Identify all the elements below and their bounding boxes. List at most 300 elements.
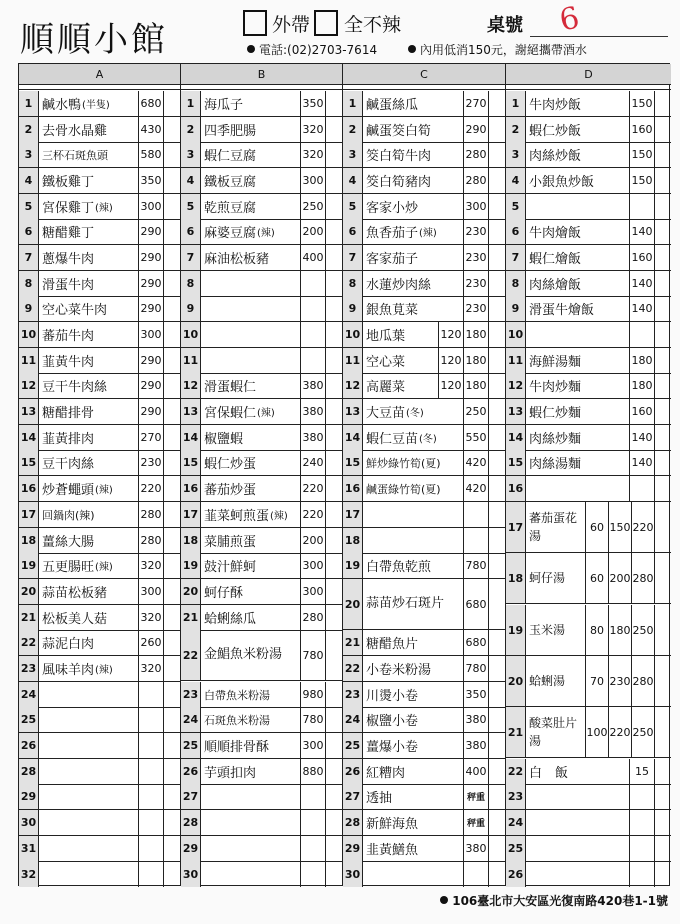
quantity-cell[interactable]	[326, 528, 342, 553]
quantity-cell[interactable]	[164, 450, 180, 475]
item-number: 24	[343, 707, 363, 732]
menu-item-row[interactable]	[19, 630, 180, 656]
quantity-cell[interactable]	[655, 194, 671, 219]
quantity-cell[interactable]	[164, 733, 180, 758]
quantity-cell[interactable]	[655, 784, 671, 809]
menu-item-row[interactable]	[343, 296, 505, 322]
menu-item-row[interactable]	[181, 322, 342, 348]
item-name-cell	[363, 168, 464, 193]
quantity-cell[interactable]	[655, 271, 671, 296]
menu-item-row[interactable]	[19, 656, 180, 682]
menu-item-row[interactable]	[19, 219, 180, 245]
quantity-cell[interactable]	[489, 656, 505, 681]
quantity-cell[interactable]	[326, 245, 342, 270]
menu-item-row[interactable]	[19, 425, 180, 451]
menu-item-row[interactable]	[19, 117, 180, 143]
quantity-cell[interactable]	[164, 245, 180, 270]
quantity-cell[interactable]	[326, 271, 342, 296]
menu-item-row[interactable]	[506, 142, 671, 168]
item-price: 160	[630, 245, 655, 270]
menu-item-row[interactable]	[506, 707, 671, 758]
quantity-cell[interactable]	[164, 142, 180, 167]
item-name: 四季肥腸	[204, 124, 257, 139]
menu-item-row[interactable]	[19, 373, 180, 399]
menu-item-row[interactable]	[181, 450, 342, 476]
quantity-cell[interactable]	[655, 168, 671, 193]
menu-item-row[interactable]	[181, 682, 342, 708]
quantity-cell[interactable]	[326, 425, 342, 450]
menu-item-row[interactable]	[181, 142, 342, 168]
menu-item-row[interactable]	[343, 759, 505, 785]
menu-item-row[interactable]	[506, 373, 671, 399]
item-price	[139, 784, 164, 809]
menu-item-row[interactable]	[181, 194, 342, 220]
quantity-cell[interactable]	[655, 399, 671, 424]
menu-item-row[interactable]	[343, 810, 505, 836]
quantity-cell[interactable]	[655, 836, 671, 861]
quantity-cell[interactable]	[326, 194, 342, 219]
menu-item-row[interactable]	[19, 348, 180, 374]
menu-item-row[interactable]	[19, 168, 180, 194]
quantity-cell[interactable]	[164, 579, 180, 604]
quantity-cell[interactable]	[489, 579, 505, 629]
quantity-cell[interactable]	[164, 836, 180, 861]
item-name: 五更腸旺	[42, 560, 95, 575]
quantity-cell[interactable]	[164, 322, 180, 347]
menu-item-row[interactable]	[506, 476, 671, 502]
item-name-cell	[201, 450, 301, 475]
quantity-cell[interactable]	[164, 630, 180, 655]
quantity-cell[interactable]	[326, 605, 342, 630]
quantity-cell[interactable]	[489, 91, 505, 116]
menu-item-row[interactable]	[19, 322, 180, 348]
item-name: 海瓜子	[204, 98, 244, 113]
quantity-cell[interactable]	[489, 836, 505, 861]
quantity-cell[interactable]	[326, 142, 342, 167]
menu-item-row[interactable]	[19, 707, 180, 733]
item-number: 14	[19, 425, 39, 450]
quantity-cell[interactable]	[326, 836, 342, 861]
menu-item-row[interactable]	[19, 682, 180, 708]
quantity-cell[interactable]	[326, 91, 342, 116]
quantity-cell[interactable]	[164, 502, 180, 527]
quantity-cell[interactable]	[655, 117, 671, 142]
item-number: 9	[343, 296, 363, 321]
item-number: 26	[181, 759, 201, 784]
menu-item-row[interactable]	[506, 861, 671, 887]
item-name-cell	[201, 707, 301, 732]
quantity-cell[interactable]	[489, 553, 505, 578]
menu-item-row[interactable]	[343, 682, 505, 708]
quantity-cell[interactable]	[489, 168, 505, 193]
quantity-cell[interactable]	[164, 553, 180, 578]
quantity-cell[interactable]	[489, 502, 505, 527]
item-name: 椒鹽蝦	[204, 432, 244, 447]
menu-item-row[interactable]	[506, 553, 671, 604]
item-number: 1	[19, 91, 39, 116]
item-price	[139, 707, 164, 732]
item-price: 秤重	[464, 810, 489, 835]
quantity-cell[interactable]	[489, 810, 505, 835]
quantity-cell[interactable]	[489, 784, 505, 809]
menu-item-row[interactable]	[343, 194, 505, 220]
quantity-cell[interactable]	[489, 399, 505, 424]
menu-item-row[interactable]	[181, 733, 342, 759]
quantity-cell[interactable]	[489, 117, 505, 142]
quantity-cell[interactable]	[326, 450, 342, 475]
menu-item-row[interactable]	[181, 91, 342, 117]
menu-item-row[interactable]	[343, 425, 505, 451]
menu-item-row[interactable]	[181, 861, 342, 887]
menu-item-row[interactable]	[343, 348, 505, 374]
item-price: 290	[139, 399, 164, 424]
menu-item-row[interactable]	[181, 836, 342, 862]
header-divider	[343, 85, 505, 90]
menu-item-row[interactable]	[506, 605, 671, 656]
quantity-cell[interactable]	[164, 271, 180, 296]
quantity-cell[interactable]	[655, 502, 671, 552]
menu-item-row[interactable]	[343, 399, 505, 425]
quantity-cell[interactable]	[326, 219, 342, 244]
quantity-cell[interactable]	[489, 348, 505, 373]
menu-item-row[interactable]	[181, 528, 342, 554]
quantity-cell[interactable]	[164, 810, 180, 835]
quantity-cell[interactable]	[655, 759, 671, 784]
menu-item-row[interactable]	[506, 810, 671, 836]
menu-item-row[interactable]	[506, 348, 671, 374]
quantity-cell[interactable]	[655, 861, 671, 887]
quantity-cell[interactable]	[326, 117, 342, 142]
quantity-cell[interactable]	[164, 784, 180, 809]
quantity-cell[interactable]	[164, 399, 180, 424]
item-number: 11	[506, 348, 526, 373]
item-price: 680	[464, 579, 489, 629]
menu-item-row[interactable]	[19, 553, 180, 579]
item-name: 蛤蜊湯	[529, 674, 566, 688]
quantity-cell[interactable]	[326, 682, 342, 707]
menu-item-row[interactable]	[343, 861, 505, 887]
menu-item-row[interactable]	[181, 348, 342, 374]
item-price: 300	[139, 194, 164, 219]
quantity-cell[interactable]	[326, 784, 342, 809]
quantity-cell[interactable]	[326, 579, 342, 604]
menu-item-row[interactable]	[181, 553, 342, 579]
menu-item-row[interactable]	[343, 707, 505, 733]
quantity-cell[interactable]	[326, 322, 342, 347]
item-name-cell	[526, 759, 630, 784]
quantity-cell[interactable]	[164, 194, 180, 219]
menu-item-row[interactable]	[181, 784, 342, 810]
menu-item-row[interactable]	[506, 784, 671, 810]
menu-item-row[interactable]	[181, 168, 342, 194]
menu-item-row[interactable]	[19, 810, 180, 836]
quantity-cell[interactable]	[164, 759, 180, 784]
quantity-cell[interactable]	[489, 630, 505, 655]
menu-item-row[interactable]	[506, 245, 671, 271]
quantity-cell[interactable]	[655, 245, 671, 270]
quantity-cell[interactable]	[326, 502, 342, 527]
quantity-cell[interactable]	[655, 142, 671, 167]
menu-item-row[interactable]	[506, 271, 671, 297]
quantity-cell[interactable]	[489, 861, 505, 887]
menu-item-row[interactable]	[181, 759, 342, 785]
quantity-cell[interactable]	[489, 528, 505, 553]
quantity-cell[interactable]	[164, 707, 180, 732]
menu-rows	[506, 91, 671, 885]
menu-item-row[interactable]	[181, 399, 342, 425]
quantity-cell[interactable]	[489, 245, 505, 270]
item-name: 回鍋肉(辣)	[42, 508, 95, 522]
menu-item-row[interactable]	[181, 117, 342, 143]
no-spicy-label: 全不辣	[344, 14, 402, 36]
menu-item-row[interactable]	[506, 425, 671, 451]
quantity-cell[interactable]	[326, 810, 342, 835]
menu-item-row[interactable]	[506, 296, 671, 322]
menu-item-row[interactable]	[181, 707, 342, 733]
menu-item-row[interactable]	[343, 579, 505, 630]
menu-item-row[interactable]	[506, 656, 671, 707]
menu-item-row[interactable]	[506, 219, 671, 245]
menu-item-row[interactable]	[181, 605, 342, 631]
menu-item-row[interactable]	[181, 373, 342, 399]
menu-item-row[interactable]	[19, 528, 180, 554]
item-name-cell	[39, 605, 139, 630]
menu-item-row[interactable]	[506, 836, 671, 862]
item-price-p1: 60	[586, 502, 609, 552]
menu-item-row[interactable]	[343, 168, 505, 194]
menu-item-row[interactable]	[181, 579, 342, 605]
quantity-cell[interactable]	[489, 733, 505, 758]
item-note: (冬)	[406, 408, 424, 419]
menu-item-row[interactable]	[343, 142, 505, 168]
item-price: 140	[630, 296, 655, 321]
item-name-cell	[526, 348, 630, 373]
quantity-cell[interactable]	[326, 296, 342, 321]
menu-item-row[interactable]	[181, 425, 342, 451]
item-number: 19	[506, 605, 526, 655]
menu-item-row[interactable]	[343, 553, 505, 579]
menu-item-row[interactable]	[343, 117, 505, 143]
item-name-cell	[363, 553, 464, 578]
quantity-cell[interactable]	[326, 707, 342, 732]
item-price: 15	[630, 759, 655, 784]
quantity-cell[interactable]	[655, 322, 671, 347]
menu-item-row[interactable]	[343, 322, 505, 348]
item-name-cell	[526, 605, 586, 655]
quantity-cell[interactable]	[164, 296, 180, 321]
quantity-cell[interactable]	[164, 348, 180, 373]
menu-item-row[interactable]	[343, 476, 505, 502]
menu-item-row[interactable]	[343, 836, 505, 862]
menu-item-row[interactable]	[181, 245, 342, 271]
item-name: 筊白筍豬肉	[366, 175, 432, 190]
quantity-cell[interactable]	[326, 399, 342, 424]
quantity-cell[interactable]	[326, 861, 342, 887]
menu-item-row[interactable]	[343, 630, 505, 656]
quantity-cell[interactable]	[164, 91, 180, 116]
menu-item-row[interactable]	[343, 373, 505, 399]
menu-item-row[interactable]	[343, 91, 505, 117]
menu-item-row[interactable]	[506, 91, 671, 117]
item-price-small: 120	[439, 373, 464, 398]
quantity-cell[interactable]	[655, 707, 671, 757]
quantity-cell[interactable]	[655, 810, 671, 835]
quantity-cell[interactable]	[489, 142, 505, 167]
item-number: 2	[19, 117, 39, 142]
quantity-cell[interactable]	[326, 733, 342, 758]
menu-item-row[interactable]	[19, 245, 180, 271]
item-number: 28	[19, 759, 39, 784]
menu-item-row[interactable]	[19, 296, 180, 322]
quantity-cell[interactable]	[655, 296, 671, 321]
menu-item-row[interactable]	[19, 91, 180, 117]
item-number: 26	[19, 733, 39, 758]
quantity-cell[interactable]	[489, 194, 505, 219]
quantity-cell[interactable]	[164, 861, 180, 887]
quantity-cell[interactable]	[326, 348, 342, 373]
quantity-cell[interactable]	[164, 682, 180, 707]
quantity-cell[interactable]	[489, 476, 505, 501]
quantity-cell[interactable]	[489, 707, 505, 732]
quantity-cell[interactable]	[326, 630, 342, 680]
quantity-cell[interactable]	[326, 759, 342, 784]
menu-item-row[interactable]	[181, 502, 342, 528]
menu-item-row[interactable]	[343, 733, 505, 759]
item-name-cell	[201, 168, 301, 193]
menu-item-row[interactable]	[181, 219, 342, 245]
item-number: 10	[19, 322, 39, 347]
menu-item-row[interactable]	[506, 450, 671, 476]
item-price: 430	[139, 117, 164, 142]
quantity-cell[interactable]	[655, 219, 671, 244]
quantity-cell[interactable]	[655, 91, 671, 116]
item-number: 1	[181, 91, 201, 116]
quantity-cell[interactable]	[489, 682, 505, 707]
quantity-cell[interactable]	[489, 296, 505, 321]
menu-item-row[interactable]	[343, 656, 505, 682]
menu-item-row[interactable]	[19, 836, 180, 862]
item-price: 280	[139, 528, 164, 553]
menu-item-row[interactable]	[19, 579, 180, 605]
menu-item-row[interactable]	[181, 296, 342, 322]
quantity-cell[interactable]	[164, 168, 180, 193]
menu-item-row[interactable]	[506, 399, 671, 425]
quantity-cell[interactable]	[489, 373, 505, 398]
quantity-cell[interactable]	[655, 450, 671, 475]
column-header: B	[181, 64, 342, 85]
menu-item-row[interactable]	[19, 399, 180, 425]
menu-item-row[interactable]	[181, 630, 342, 681]
quantity-cell[interactable]	[655, 348, 671, 373]
menu-item-row[interactable]	[506, 168, 671, 194]
bullet-icon	[408, 45, 416, 53]
quantity-cell[interactable]	[489, 271, 505, 296]
quantity-cell[interactable]	[164, 476, 180, 501]
item-number: 24	[181, 707, 201, 732]
quantity-cell[interactable]	[326, 476, 342, 501]
quantity-cell[interactable]	[489, 219, 505, 244]
menu-item-row[interactable]	[343, 219, 505, 245]
menu-item-row[interactable]	[181, 810, 342, 836]
item-name-cell	[39, 91, 139, 116]
quantity-cell[interactable]	[164, 528, 180, 553]
takeout-checkbox[interactable]	[243, 10, 267, 36]
quantity-cell[interactable]	[164, 117, 180, 142]
table-number-field[interactable]	[530, 36, 668, 37]
item-name: 宮保雞丁	[42, 201, 95, 216]
item-name: 菜脯煎蛋	[204, 535, 257, 550]
menu-item-row[interactable]	[19, 502, 180, 528]
quantity-cell[interactable]	[655, 373, 671, 398]
quantity-cell[interactable]	[655, 476, 671, 501]
menu-item-row[interactable]	[181, 271, 342, 297]
menu-item-row[interactable]	[19, 861, 180, 887]
quantity-cell[interactable]	[489, 425, 505, 450]
item-name: 蔥爆牛肉	[42, 252, 95, 267]
menu-item-row[interactable]	[181, 476, 342, 502]
quantity-cell[interactable]	[326, 373, 342, 398]
item-name-cell	[201, 322, 301, 347]
item-name: 乾煎豆腐	[204, 201, 257, 216]
menu-item-row[interactable]	[19, 733, 180, 759]
item-number: 30	[19, 810, 39, 835]
menu-item-row[interactable]	[19, 605, 180, 631]
menu-item-row[interactable]	[506, 117, 671, 143]
menu-item-row[interactable]	[506, 194, 671, 220]
menu-item-row[interactable]	[19, 194, 180, 220]
menu-item-row[interactable]	[506, 322, 671, 348]
quantity-cell[interactable]	[164, 425, 180, 450]
quantity-cell[interactable]	[326, 553, 342, 578]
menu-item-row[interactable]	[343, 271, 505, 297]
quantity-cell[interactable]	[655, 425, 671, 450]
menu-item-row[interactable]	[19, 271, 180, 297]
menu-item-row[interactable]	[506, 759, 671, 785]
quantity-cell[interactable]	[164, 605, 180, 630]
menu-item-row[interactable]	[19, 759, 180, 785]
menu-item-row[interactable]	[19, 450, 180, 476]
quantity-cell[interactable]	[164, 656, 180, 681]
quantity-cell[interactable]	[164, 219, 180, 244]
item-name: 三杯石斑魚頭	[42, 148, 108, 162]
menu-item-row[interactable]	[343, 450, 505, 476]
menu-item-row[interactable]	[343, 245, 505, 271]
quantity-cell[interactable]	[655, 553, 671, 603]
item-name: 蕃茄牛肉	[42, 329, 95, 344]
menu-item-row[interactable]	[343, 502, 505, 528]
item-name-cell	[526, 219, 630, 244]
quantity-cell[interactable]	[489, 759, 505, 784]
menu-item-row[interactable]	[343, 784, 505, 810]
quantity-cell[interactable]	[655, 605, 671, 655]
quantity-cell[interactable]	[489, 450, 505, 475]
quantity-cell[interactable]	[655, 656, 671, 706]
menu-item-row[interactable]	[506, 502, 671, 553]
item-name-cell	[363, 348, 439, 373]
menu-item-row[interactable]	[19, 476, 180, 502]
item-name-cell	[363, 656, 464, 681]
menu-item-row[interactable]	[343, 528, 505, 554]
item-number: 21	[506, 707, 526, 757]
item-name: 韮黃排肉	[42, 432, 95, 447]
menu-item-row[interactable]	[19, 784, 180, 810]
quantity-cell[interactable]	[489, 322, 505, 347]
item-name: 順順排骨酥	[204, 740, 270, 755]
quantity-cell[interactable]	[164, 373, 180, 398]
quantity-cell[interactable]	[326, 168, 342, 193]
no-spicy-checkbox[interactable]	[314, 10, 338, 36]
menu-item-row[interactable]	[19, 142, 180, 168]
